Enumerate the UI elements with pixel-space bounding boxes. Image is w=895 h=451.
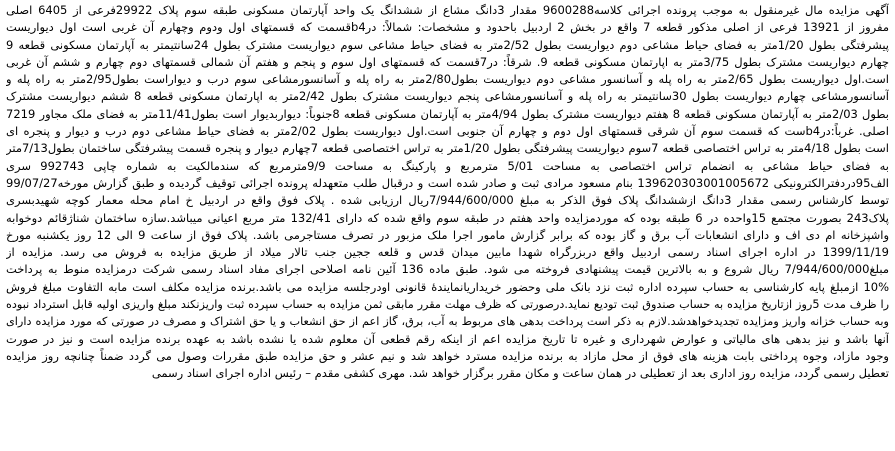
notice-line: چهارم دیواریست مشترک بطول 3/75متر به اپارتمان مسکونی قطعه 9. شرقاً: در7قسمت که قسمتهای اول سوم و پنجم و هفتم آن شمالی قسمتهای دوم چهارم و ششم آن غربی <box>6 54 889 69</box>
notice-line: توسط کارشناس رسمی مقدار 3دانگ ازششدانگ پلاک فوق الذکر به مبلغ 7/944/600/000ریال ارزیابی شده . پلاک فوق واقع در اردبیل خ امام محله معمار کوچه شهیدبسری <box>6 193 889 208</box>
notice-line: آنها باشد و نیز بدهی های مالیاتی و عوارض شهرداری و غیره تا تاریخ مزایده اعم از اینکه رقم قطعی آن معلوم شده یا نشده باشد به عهده برنده مزایده است و نیز در صورت <box>6 331 889 346</box>
notice-line: آسانسورمشاعی چهارم دیواریست بطول 30سانتیمتر به راه پله و آسانسورمشاعی پنجم دیواریست مشترک بطول 2/42متر به اپارتمان مسکونی قطعه 8 ششم دیواریست مشترک <box>6 89 889 104</box>
notice-line: 10% ازمبلغ پایه کارشناسی به حساب سپرده اداره ثبت نزد بانک ملی وحضور خریداریانمایندۀ قانونی اودرجلسه مزایده می باشد.برنده مزایده مکلف است مابه التفاوت مبلغ فروش <box>6 279 889 294</box>
notice-line: مبلغ7/944/600/000 ریال شروع و به بالاترین قیمت پیشنهادی فروخته می شود. طبق ماده 136 آئین نامه اصلاحی اجرای مفاد اسناد رسمی شرکت درمزایده منوط به پرداخت <box>6 262 889 277</box>
notice-line: اصلی. غرباً:درb4ست که قسمت سوم آن شرقی قسمتهای اول دوم و چهارم آن جنوبی است.اول دیواریست بطول 2/02متر به فضای حیاط مشاعی دوم درب و دیوار و پنجره ای <box>6 124 889 139</box>
notice-line: وجود مازاد، وجوه پرداختی بابت هزینه های فوق از محل مازاد به برنده مزایده مسترد خواهد شد و نیم عشر و حق مزایده طبق مقررات وصول می گردد ضمناً چنانچه روز مزایده <box>6 348 889 363</box>
notice-line: آگهی مزایده مال غیرمنقول به موجب پرونده اجرائی کلاسه9600288 مقدار 3دانگ مشاع از ششدانگ یک واحد آپارتمان مسکونی طبقه سوم پلاک 29922فرعی از 6405 اصلی <box>6 3 889 17</box>
notice-line: مفروز از 13921 فرعی از اصلی مذکور قطعه 7 واقع در بخش 2 اردبیل باحدود و مشخصات: شمالاً: درb4قسمت که قسمتهای اول ودوم وچهارم آن غربی است اول دیواریست <box>6 20 889 35</box>
notice-line: است.اول دیواریست بطول 2/65متر به راه پله و آسانسور مشاعی دوم دیواریست بطول2/80متر به راه پله و آسانسورمشاعی سوم درب و دیواراست بطول2/95متر به راه پله و <box>6 72 889 87</box>
notice-line: واشپزخانه ام دی اف و دارای انشعابات آب برق و گاز بوده که برابر گزارش مامور اجرا ملک مزبور در تصرف مستاجرمی باشد. پلاک فوق از ساعت 9 الی 12 روز یکشنبه مورخ <box>6 227 889 242</box>
notice-line: بطول 2/03متر به آپارتمان مسکونی قطعه 8 هفتم دیواریست مشترک بطول 4/94متر به آپارتمان مسکونی قطعه 8جنوباً: دیواربدیوار است بطول11/41متر به فضای ملک مجاور 7219 <box>6 106 889 121</box>
notice-line: به فضای حیاط مشاعی به انضمام تراس اختصاصی به مساحت 5/01 مترمربع و پارکینگ به مساحت 9/9مترمربع که سندمالکیت به شماره چاپی 992743 سری <box>6 158 889 173</box>
notice-line: وبه حساب خزانه واریز ومزایده تجدیدخواهدشد.لازم به ذکر است پرداخت بدهی های مربوط به آب، برق، گاز اعم از حق انشعاب و یا حق اشتراک و مصرف در صورتی که مورد مزایده دارای <box>6 315 889 329</box>
notice-line: تعطیل رسمی گردد، مزایده روز اداری بعد از تعطیلی در همان ساعت و مکان مقرر برگزار خواهد شد. مهری کشفی مقدم – رئیس اداره اجرای اسناد رسمی <box>151 366 889 381</box>
notice-line: است بطول 4/18متر به تراس اختصاصی قطعه 7سوم دیواریست پیشرفتگی بطول 1/20متر به تراس اختصاصی قطعه 7چهارم دیوار و پنجره قسمت پیشرفتگی ساختمان بطول7/13متر <box>6 141 889 156</box>
notice-line: پلاک243 بصورت مجتمع 15واحده در 6 طبقه بوده که موردمزایده واحد هفتم در طبقه سوم واقع شده که دارای 132/41 متر مربع اعیانی میباشد.سازه ساختمان شناژقائم دوخوابه <box>6 210 889 225</box>
notice-line: پیشرفتگی بطول 1/20متر به فضای حیاط مشاعی دوم دیواریست بطول 2/52متر به فضای حیاط مشاعی سوم دیواریست مشترک بطول 24سانتیمتر به آپارتمان مسکونی قطعه 9 <box>6 37 889 52</box>
notice-line: را ظرف مدت 5روز ازتاریخ مزایده به حساب صندوق ثبت تودیع نماید.درصورتی که ظرف مهلت مقرر مابقی ثمن مزایده به حساب سپرده ثبت واریزنکند مبلغ واریزی اولیه قابل استرداد نبوده <box>6 298 889 312</box>
notice-line: 1399/11/19 در اداره اجرای اسناد رسمی اردبیل واقع دربزرگراه شهدا مابین میدان قدس و قلعه ججین جنب تالار میلاد از طریق مزایده به فروش می رسد. مزایده از <box>6 245 889 260</box>
notice-line: الف95دردفترالکترونیکی 139620303001005672 بنام مسعود مرادی ثبت و صادر شده است و درقبال طلب متعهدله پرونده اجرائی توقیف گردیده و طبق گزارش مورخه99/07/27 <box>6 175 889 190</box>
